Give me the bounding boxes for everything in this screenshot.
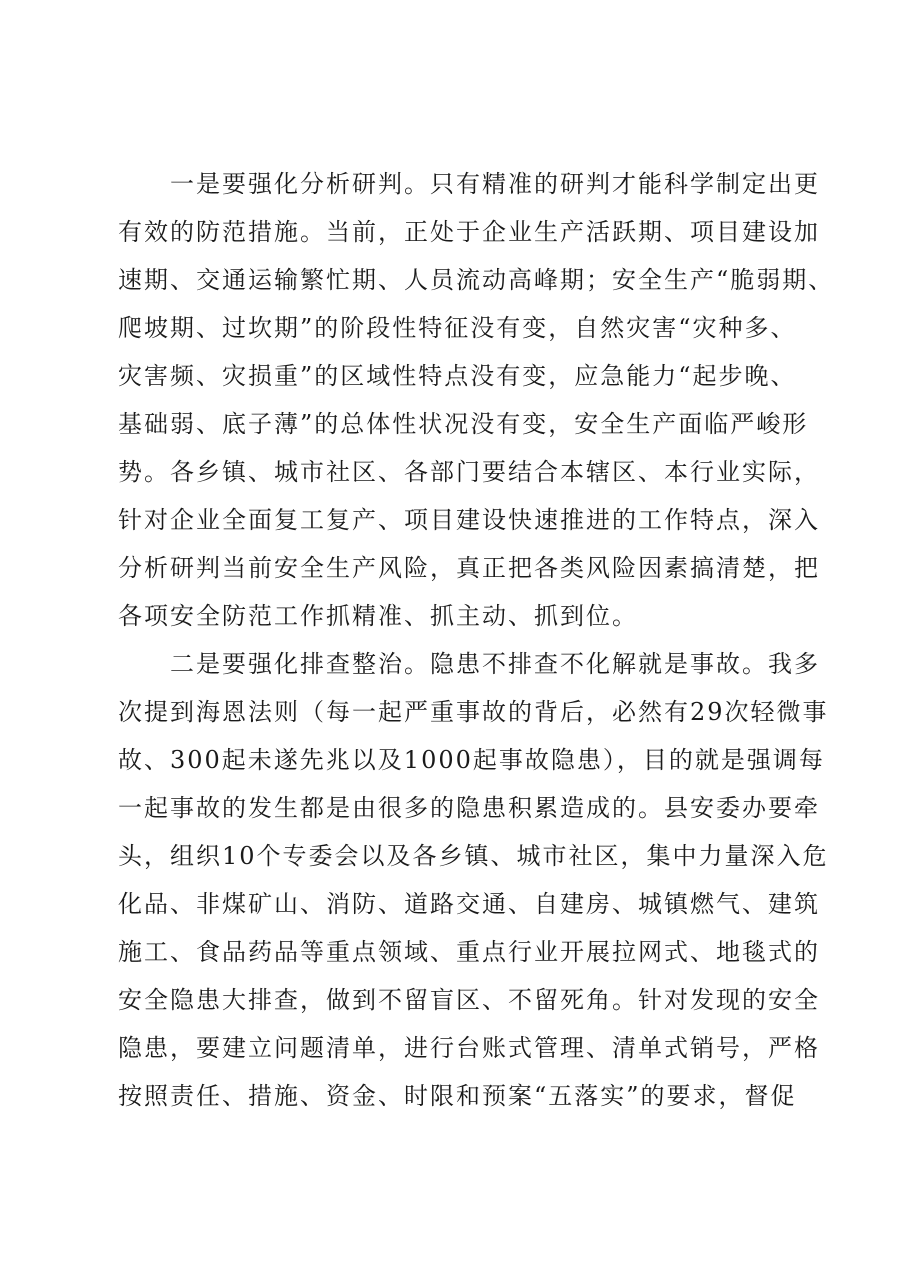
paragraph-2-line-7: 施工、食品药品等重点领域、重点行业开展拉网式、地毯式的	[118, 938, 820, 966]
paragraph-1-line-6: 基础弱、底子薄”的总体性状况没有变，安全生产面临严峻形	[118, 410, 809, 438]
paragraph-2-line-3: 故、300起未遂先兆以及1000起事故隐患），目的就是强调每	[118, 746, 825, 774]
paragraph-1-line-5: 灾害频、灾损重”的区域性特点没有变，应急能力“起步晚、	[118, 362, 797, 390]
paragraph-2-line-6: 化品、非煤矿山、消防、道路交通、自建房、城镇燃气、建筑	[118, 890, 820, 918]
paragraph-2-line-4: 一起事故的发生都是由很多的隐患积累造成的。县安委办要牵	[118, 794, 820, 822]
paragraph-2-line-9: 隐患，要建立问题清单，进行台账式管理、清单式销号，严格	[118, 1034, 820, 1062]
paragraph-2-line-2: 次提到海恩法则（每一起严重事故的背后，必然有29次轻微事	[118, 698, 829, 726]
paragraph-1-line-10: 各项安全防范工作抓精准、抓主动、抓到位。	[118, 602, 638, 630]
paragraph-2-line-10: 按照责任、措施、资金、时限和预案“五落实”的要求，督促	[118, 1082, 797, 1110]
paragraph-1-line-7: 势。各乡镇、城市社区、各部门要结合本辖区、本行业实际，	[118, 458, 820, 486]
paragraph-2-line-8: 安全隐患大排查，做到不留盲区、不留死角。针对发现的安全	[118, 986, 820, 1014]
paragraph-1-line-2: 有效的防范措施。当前，正处于企业生产活跃期、项目建设加	[118, 218, 820, 246]
paragraph-2-line-5: 头，组织10个专委会以及各乡镇、城市社区，集中力量深入危	[118, 842, 829, 870]
paragraph-2-line-1: 二是要强化排查整治。隐患不排查不化解就是事故。我多	[170, 650, 820, 678]
paragraph-1-line-9: 分析研判当前安全生产风险，真正把各类风险因素搞清楚，把	[118, 554, 820, 582]
paragraph-1-line-3: 速期、交通运输繁忙期、人员流动高峰期；安全生产“脆弱期、	[118, 266, 835, 294]
paragraph-1-line-8: 针对企业全面复工复产、项目建设快速推进的工作特点，深入	[118, 506, 820, 534]
paragraph-1-line-1: 一是要强化分析研判。只有精准的研判才能科学制定出更	[170, 170, 820, 198]
document-body	[118, 160, 835, 1120]
paragraph-1-line-4: 爬坡期、过坎期”的阶段性特征没有变，自然灾害“灾种多、	[118, 314, 797, 342]
